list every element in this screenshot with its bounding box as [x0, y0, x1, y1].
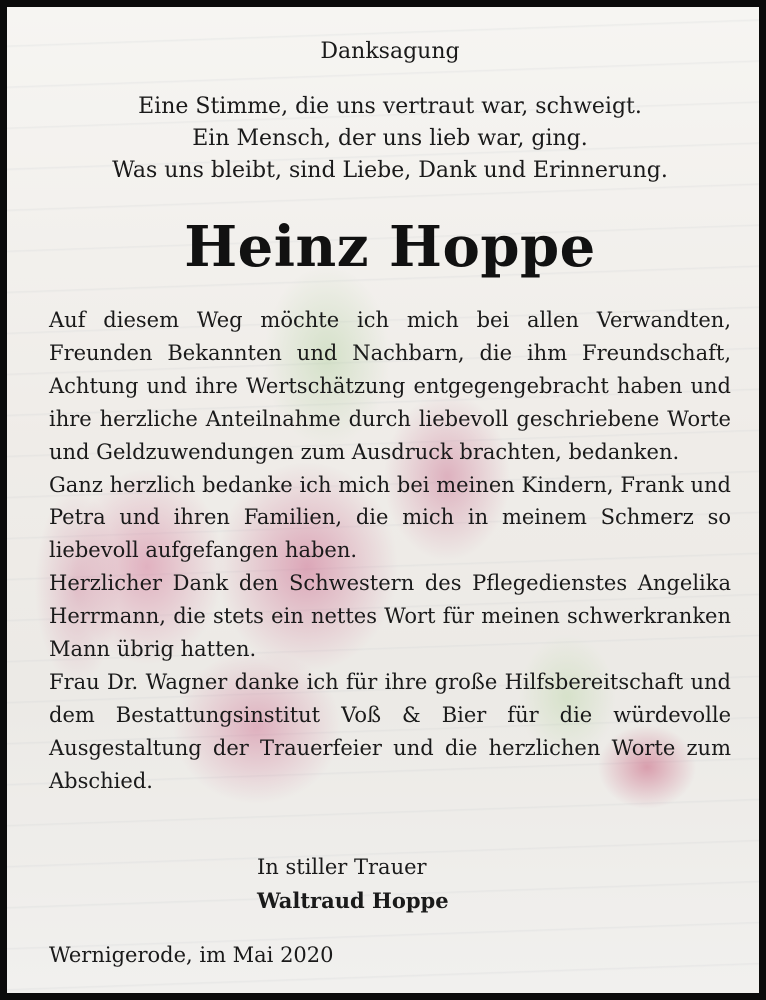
paragraph: Frau Dr. Wagner danke ich für ihre große Hilfsbereitschaft und dem Bestattungsinstitut Voß & Bier für die würdevolle Ausgestaltung der Trauerfeier und die herzlichen Worte zum Abschied. [49, 669, 731, 793]
signer-name: Waltraud Hoppe [257, 888, 449, 913]
message-body [49, 304, 731, 798]
verse [7, 91, 766, 187]
deceased-name: Heinz Hoppe [184, 214, 596, 280]
signature-block [257, 850, 449, 918]
heading: Danksagung [320, 39, 460, 64]
verse-line: Ein Mensch, der uns lieb war, ging. [192, 126, 588, 151]
verse-line: Was uns bleibt, sind Liebe, Dank und Erinnerung. [112, 158, 668, 183]
paragraph: Ganz herzlich bedanke ich mich bei meinen Kindern, Frank und Petra und ihren Familien, die mich in meinem Schmerz so liebevoll aufgefangen haben. [49, 472, 731, 563]
paragraph: Herzlicher Dank den Schwestern des Pflegedienstes Angelika Herrmann, die stets ein nettes Wort für meinen schwerkranken Mann übrig hatten. [49, 571, 731, 662]
closing-phrase: In stiller Trauer [257, 855, 427, 879]
place-date: Wernigerode, im Mai 2020 [49, 943, 334, 967]
verse-line: Eine Stimme, die uns vertraut war, schweigt. [138, 94, 642, 119]
paragraph: Auf diesem Weg möchte ich mich bei allen Verwandten, Freunden Bekannten und Nachbarn, die ihm Freundschaft, Achtung und ihre Wertschätzung entgegengebracht haben und ihre herzliche Anteilnahme durch liebevoll geschriebene Worte und Geldzuwendungen zum Ausdruck brachten, bedanken. [49, 308, 731, 464]
